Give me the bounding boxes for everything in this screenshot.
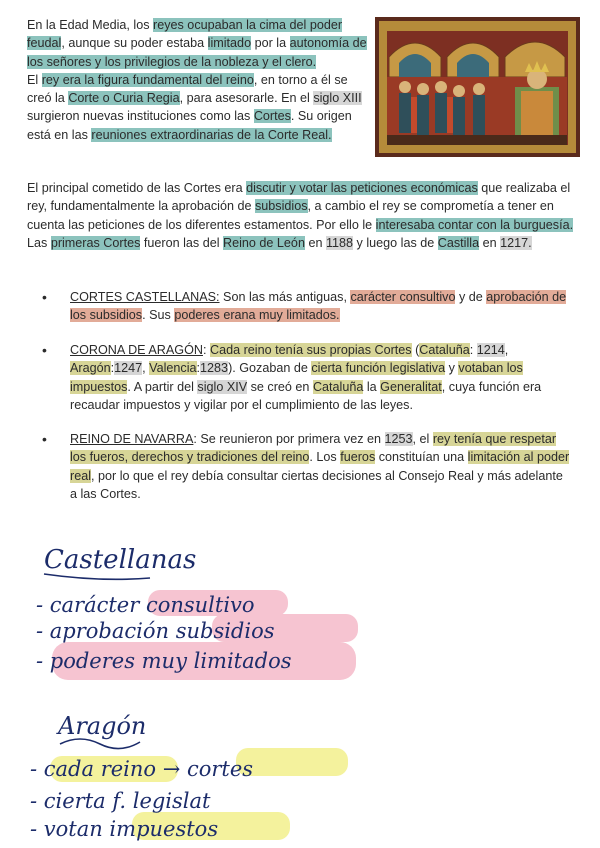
highlight: fueros — [340, 450, 376, 465]
highlight: cierta función legislativa — [311, 361, 446, 376]
notes-item: - carácter consultivo — [36, 593, 255, 617]
highlight: Castilla — [437, 235, 480, 250]
highlight: 1253 — [384, 432, 413, 446]
highlight: subsidios — [255, 199, 308, 214]
bullet-title: CORONA DE ARAGÓN — [70, 343, 203, 357]
bullet-title: CORTES CASTELLANAS: — [70, 290, 220, 304]
highlight: votaban los impuestos — [70, 361, 523, 394]
highlight: Corte o Curia Regia — [68, 91, 180, 106]
notes-title-castellanas: Castellanas — [44, 545, 197, 575]
highlight: poderes erana muy limitados. — [174, 308, 340, 323]
bullet-title: REINO DE NAVARRA — [70, 432, 194, 446]
paragraph-3: El principal cometido de las Cortes era discutir y votar las peticiones económicas que realizaba el rey, fundamentalmente la aprobación de subsidios, a cambio el rey se comprometía a tener en cuenta las peticiones de los diferentes estamentos. Por ello le interesaba contar con la burguesía. — [27, 181, 574, 232]
bullet-corona-de-aragon: • CORONA DE ARAGÓN: Cada reino tenía sus propias Cortes (Cataluña: 1214, Aragón:1247, Valencia:1283). Gozaban de cierta función legislativa y votaban los impuestos. A partir del siglo XIV se creó en Cataluña la Generalitat, cuya función era recaudar impuestos y vigilar por el cumplimiento de las leyes. — [42, 342, 542, 412]
highlight: carácter consultivo — [350, 290, 456, 304]
bullet-reino-de-navarra: • REINO DE NAVARRA: Se reunieron por primera vez en 1253, el rey tenía que respetar los fueros, derechos y tradiciones del reino. Los fueros constituían una limitación al poder real, por lo que el rey debía consultar ciertas decisiones al Consejo Real y más adelante a las Cortes. — [42, 431, 570, 501]
highlight: Valencia — [149, 361, 197, 376]
highlight: Cortes — [253, 109, 291, 124]
highlight: siglo XIV — [197, 379, 248, 394]
highlight: autonomía de los señores y los privilegios de la nobleza y el clero. — [27, 36, 367, 69]
highlight: aprobación de los subsidios — [70, 290, 567, 323]
handwritten-notes — [0, 530, 600, 848]
notes-item: - cada reino → cortes — [30, 757, 254, 781]
highlight: Reino de León — [223, 235, 305, 250]
highlight: 1283 — [200, 361, 229, 376]
highlight: limitación al poder real — [70, 450, 570, 483]
bullet-dot-icon: • — [42, 342, 47, 358]
highlight: Cada reino tenía sus propias Cortes — [209, 343, 412, 357]
bullet-dot-icon: • — [42, 289, 47, 305]
highlight: limitado — [207, 36, 252, 51]
highlight: siglo XIII — [313, 91, 362, 106]
paragraph-4: Las primeras Cortes fueron las del Reino de León en 1188 y luego las de Castilla en 1217. — [27, 235, 532, 250]
bullet-dot-icon: • — [42, 431, 47, 447]
highlight: rey era la figura fundamental del reino — [41, 72, 254, 87]
intro-block — [27, 16, 367, 144]
highlight: 1188 — [325, 235, 354, 250]
highlight: rey tenía que respetar los fueros, derechos y tradiciones del reino — [70, 432, 557, 465]
highlight: Cataluña — [419, 343, 470, 357]
highlight: 1217. — [500, 235, 532, 250]
main-text-block — [27, 179, 575, 252]
notes-item: - poderes muy limitados — [36, 649, 292, 673]
bullet-cortes-castellanas: • CORTES CASTELLANAS: Son las más antiguas, carácter consultivo y de aprobación de los subsidios. Sus poderes erana muy limitados. — [42, 289, 567, 323]
notes-item: - cierta f. legislat — [30, 789, 211, 813]
highlight: 1247 — [114, 361, 143, 376]
intro-paragraph-1: En la Edad Media, los reyes ocupaban la cima del poder feudal, aunque su poder estaba limitado por la autonomía de los señores y los privilegios de la nobleza y el clero. — [27, 18, 367, 69]
highlight: reuniones extraordinarias de la Corte Real. — [91, 127, 332, 142]
highlight: Generalitat — [380, 379, 442, 394]
highlight: interesaba contar con la burguesía. — [375, 217, 574, 232]
highlight: discutir y votar las peticiones económicas — [246, 181, 478, 195]
notes-title-aragon: Aragón — [58, 712, 147, 740]
notes-item: - votan impuestos — [30, 817, 219, 841]
underline-stroke — [60, 739, 140, 749]
highlight: Cataluña — [312, 379, 364, 394]
notes-item: - aprobación subsidios — [36, 619, 275, 643]
highlight: reyes ocupaban la cima del poder feudal — [27, 18, 343, 51]
intro-paragraph-2: El rey era la figura fundamental del reino, en torno a él se creó la Corte o Curia Regia, para asesorarle. En el siglo XIII surgieron nuevas instituciones como las Cortes. Su origen está en las reuniones extraordinarias de la Corte Real. — [27, 72, 362, 142]
highlight: 1214 — [476, 343, 505, 357]
highlight: Aragón — [70, 361, 111, 376]
medieval-painting-image — [375, 17, 580, 157]
highlight: primeras Cortes — [50, 235, 141, 250]
